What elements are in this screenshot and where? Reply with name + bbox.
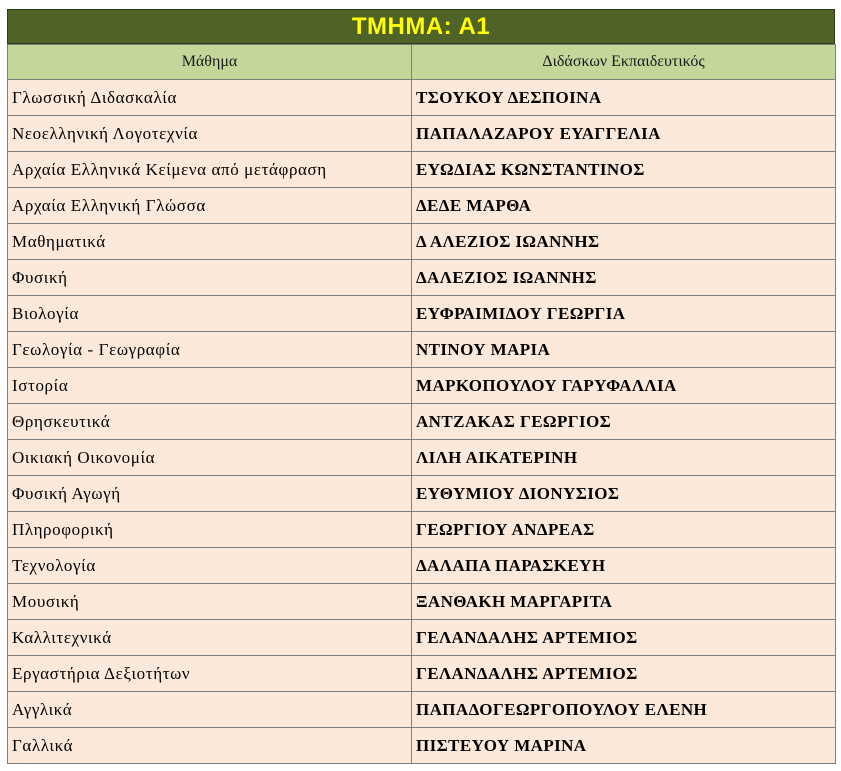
table-row (8, 728, 836, 764)
teacher-cell: ΕΥΘΥΜΙΟΥ ΔΙΟΝΥΣΙΟΣ (412, 476, 836, 512)
teacher-cell: ΑΝΤΖΑΚΑΣ ΓΕΩΡΓΙΟΣ (412, 404, 836, 440)
teacher-cell: ΤΣΟΥΚΟΥ ΔΕΣΠΟΙΝΑ (412, 80, 836, 116)
teacher-cell: ΕΥΦΡΑΙΜΙΔΟΥ ΓΕΩΡΓΙΑ (412, 296, 836, 332)
table-row (8, 152, 836, 188)
subject-cell: Βιολογία (8, 296, 412, 332)
subject-cell: Εργαστήρια Δεξιοτήτων (8, 656, 412, 692)
table-row (8, 116, 836, 152)
table-header (8, 45, 836, 80)
table-row (8, 296, 836, 332)
table-row (8, 692, 836, 728)
table-row (8, 404, 836, 440)
table-body (8, 80, 836, 764)
subject-cell: Νεοελληνική Λογοτεχνία (8, 116, 412, 152)
teacher-cell: ΓΕΛΑΝΔΑΛΗΣ ΑΡΤΕΜΙΟΣ (412, 620, 836, 656)
teacher-cell: ΓΕΩΡΓΙΟΥ ΑΝΔΡΕΑΣ (412, 512, 836, 548)
subject-cell: Αρχαία Ελληνική Γλώσσα (8, 188, 412, 224)
teacher-cell: Δ ΑΛΕΖΙΟΣ ΙΩΑΝΝΗΣ (412, 224, 836, 260)
table-row (8, 548, 836, 584)
column-header-teacher: Διδάσκων Εκπαιδευτικός (412, 45, 836, 80)
table-row (8, 188, 836, 224)
table-row (8, 476, 836, 512)
subject-cell: Μουσική (8, 584, 412, 620)
subject-cell: Φυσική (8, 260, 412, 296)
header-row (8, 45, 836, 80)
teacher-cell: ΜΑΡΚΟΠΟΥΛΟΥ ΓΑΡΥΦΑΛΛΙΑ (412, 368, 836, 404)
teacher-cell: ΛΙΛΗ ΑΙΚΑΤΕΡΙΝΗ (412, 440, 836, 476)
teacher-cell: ΠΑΠΑΛΑΖΑΡΟΥ ΕΥΑΓΓΕΛΙΑ (412, 116, 836, 152)
teacher-cell: ΞΑΝΘΑΚΗ ΜΑΡΓΑΡΙΤΑ (412, 584, 836, 620)
subject-cell: Γεωλογία - Γεωγραφία (8, 332, 412, 368)
subject-cell: Καλλιτεχνικά (8, 620, 412, 656)
teacher-cell: ΔΑΛΕΖΙΟΣ ΙΩΑΝΝΗΣ (412, 260, 836, 296)
table-row (8, 260, 836, 296)
teacher-cell: ΝΤΙΝΟΥ ΜΑΡΙΑ (412, 332, 836, 368)
teacher-cell: ΔΑΛΑΠΑ ΠΑΡΑΣΚΕΥΗ (412, 548, 836, 584)
table-row (8, 80, 836, 116)
table-row (8, 656, 836, 692)
subject-cell: Αρχαία Ελληνικά Κείμενα από μετάφραση (8, 152, 412, 188)
table-row (8, 584, 836, 620)
teacher-cell: ΕΥΩΔΙΑΣ ΚΩΝΣΤΑΝΤΙΝΟΣ (412, 152, 836, 188)
subject-cell: Πληροφορική (8, 512, 412, 548)
table-row (8, 368, 836, 404)
class-schedule-sheet (7, 9, 835, 764)
table-row (8, 620, 836, 656)
teacher-cell: ΓΕΛΑΝΔΑΛΗΣ ΑΡΤΕΜΙΟΣ (412, 656, 836, 692)
table-row (8, 332, 836, 368)
column-header-subject: Μάθημα (8, 45, 412, 80)
subject-cell: Θρησκευτικά (8, 404, 412, 440)
subject-cell: Οικιακή Οικονομία (8, 440, 412, 476)
teacher-cell: ΠΑΠΑΔΟΓΕΩΡΓΟΠΟΥΛΟΥ ΕΛΕΝΗ (412, 692, 836, 728)
subject-cell: Φυσική Αγωγή (8, 476, 412, 512)
class-title: ΤΜΗΜΑ: Α1 (7, 9, 835, 44)
subject-cell: Γαλλικά (8, 728, 412, 764)
table-row (8, 224, 836, 260)
teachers-table (7, 44, 836, 764)
subject-cell: Αγγλικά (8, 692, 412, 728)
subject-cell: Γλωσσική Διδασκαλία (8, 80, 412, 116)
teacher-cell: ΠΙΣΤΕΥΟΥ ΜΑΡΙΝΑ (412, 728, 836, 764)
subject-cell: Μαθηματικά (8, 224, 412, 260)
subject-cell: Ιστορία (8, 368, 412, 404)
subject-cell: Τεχνολογία (8, 548, 412, 584)
table-row (8, 512, 836, 548)
table-row (8, 440, 836, 476)
teacher-cell: ΔΕΔΕ ΜΑΡΘΑ (412, 188, 836, 224)
